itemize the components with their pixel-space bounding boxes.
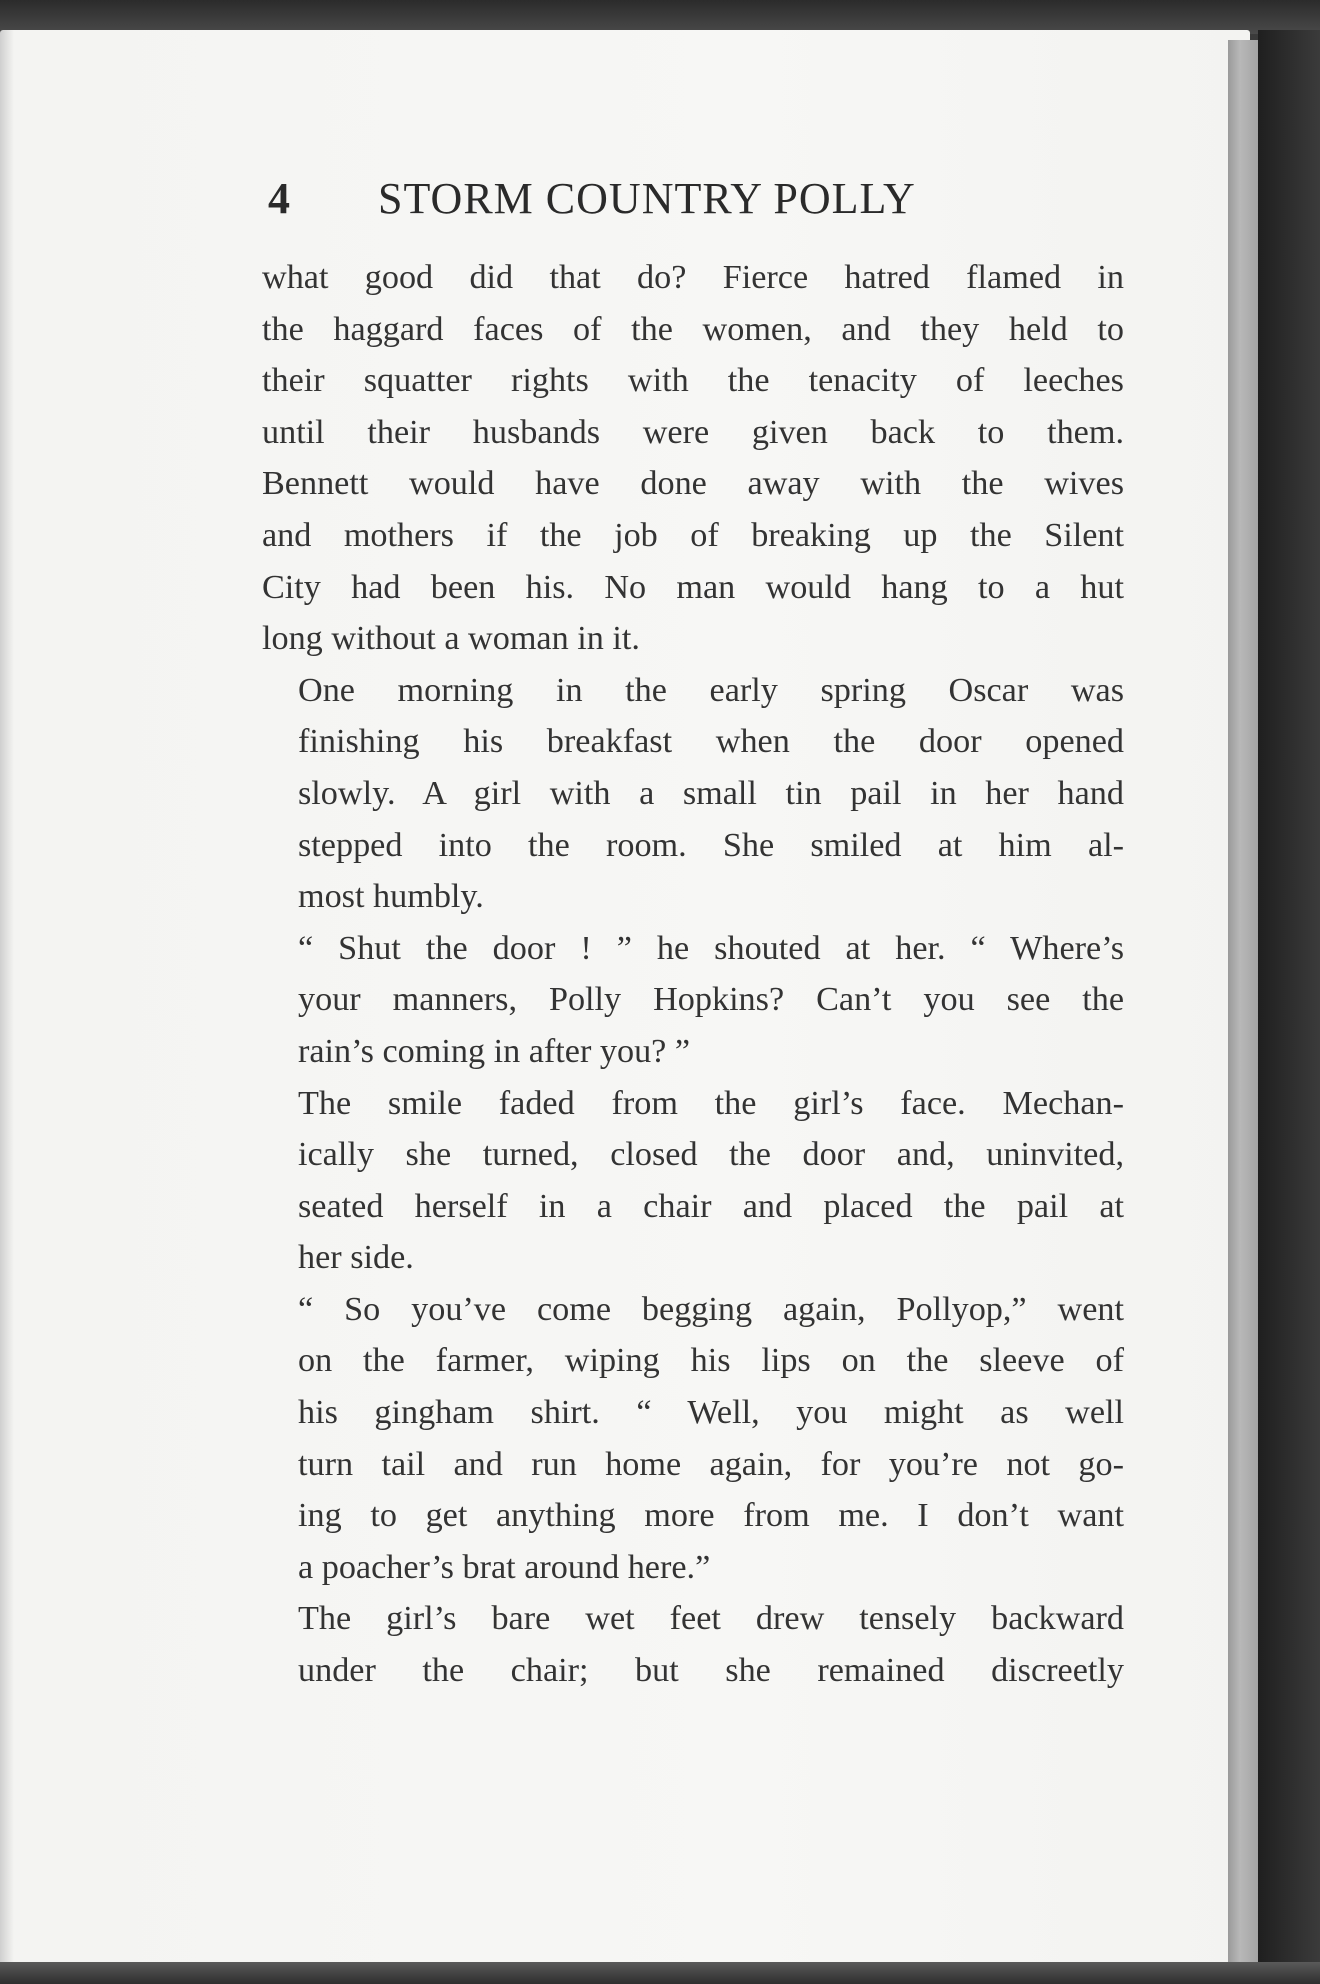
text-line: The girl’s bare wet feet drew tensely backward <box>298 1600 1124 1638</box>
paragraph <box>262 923 1124 1078</box>
paragraph <box>262 252 1124 665</box>
page-number: 4 <box>268 173 291 223</box>
text-line: rain’s coming in after you? ” <box>298 1032 691 1070</box>
text-line: One morning in the early spring Oscar was <box>298 671 1124 709</box>
text-line: until their husbands were given back to them. <box>262 413 1124 451</box>
text-line: “ So you’ve come begging again, Pollyop,” went <box>298 1290 1124 1328</box>
running-title: STORM COUNTRY POLLY <box>378 173 916 223</box>
text-line: ing to get anything more from me. I don’t want <box>298 1497 1124 1535</box>
text-line: stepped into the room. She smiled at him al- <box>298 826 1124 864</box>
body-text <box>262 252 1124 1697</box>
text-line: the haggard faces of the women, and they held to <box>262 310 1124 348</box>
text-line: what good did that do? Fierce hatred flamed in <box>262 259 1124 296</box>
scan-border-top <box>0 0 1320 34</box>
text-line: and mothers if the job of breaking up the Silent <box>262 516 1124 554</box>
text-line: ically she turned, closed the door and, uninvited, <box>298 1136 1124 1174</box>
text-line: under the chair; but she remained discreetly <box>298 1652 1124 1690</box>
paragraph <box>262 1284 1124 1594</box>
text-line: a poacher’s brat around here.” <box>298 1548 711 1586</box>
page-header <box>268 168 1008 228</box>
text-line: long without a woman in it. <box>262 620 640 658</box>
text-line: her side. <box>298 1239 414 1277</box>
paragraph <box>262 1078 1124 1284</box>
paragraph <box>262 665 1124 923</box>
text-line: his gingham shirt. “ Well, you might as well <box>298 1394 1124 1432</box>
text-line: “ Shut the door ! ” he shouted at her. “ Where’s <box>298 929 1124 967</box>
text-line: most humbly. <box>298 878 484 916</box>
text-line: The smile faded from the girl’s face. Mechan- <box>298 1084 1124 1122</box>
scan-border-bottom <box>0 1962 1320 1984</box>
binding-edge <box>1228 40 1258 1970</box>
paragraph <box>262 1593 1124 1696</box>
text-line: finishing his breakfast when the door opened <box>298 723 1124 761</box>
text-line: on the farmer, wiping his lips on the sleeve of <box>298 1342 1124 1380</box>
text-line: turn tail and run home again, for you’re not go- <box>298 1445 1124 1483</box>
text-line: your manners, Polly Hopkins? Can’t you see the <box>298 981 1124 1019</box>
text-line: City had been his. No man would hang to a hut <box>262 568 1124 606</box>
text-line: their squatter rights with the tenacity of leeches <box>262 362 1124 400</box>
text-line: slowly. A girl with a small tin pail in her hand <box>298 774 1124 812</box>
scan-border-right <box>1258 30 1320 1970</box>
text-line: seated herself in a chair and placed the pail at <box>298 1187 1124 1225</box>
text-line: Bennett would have done away with the wives <box>262 465 1124 503</box>
